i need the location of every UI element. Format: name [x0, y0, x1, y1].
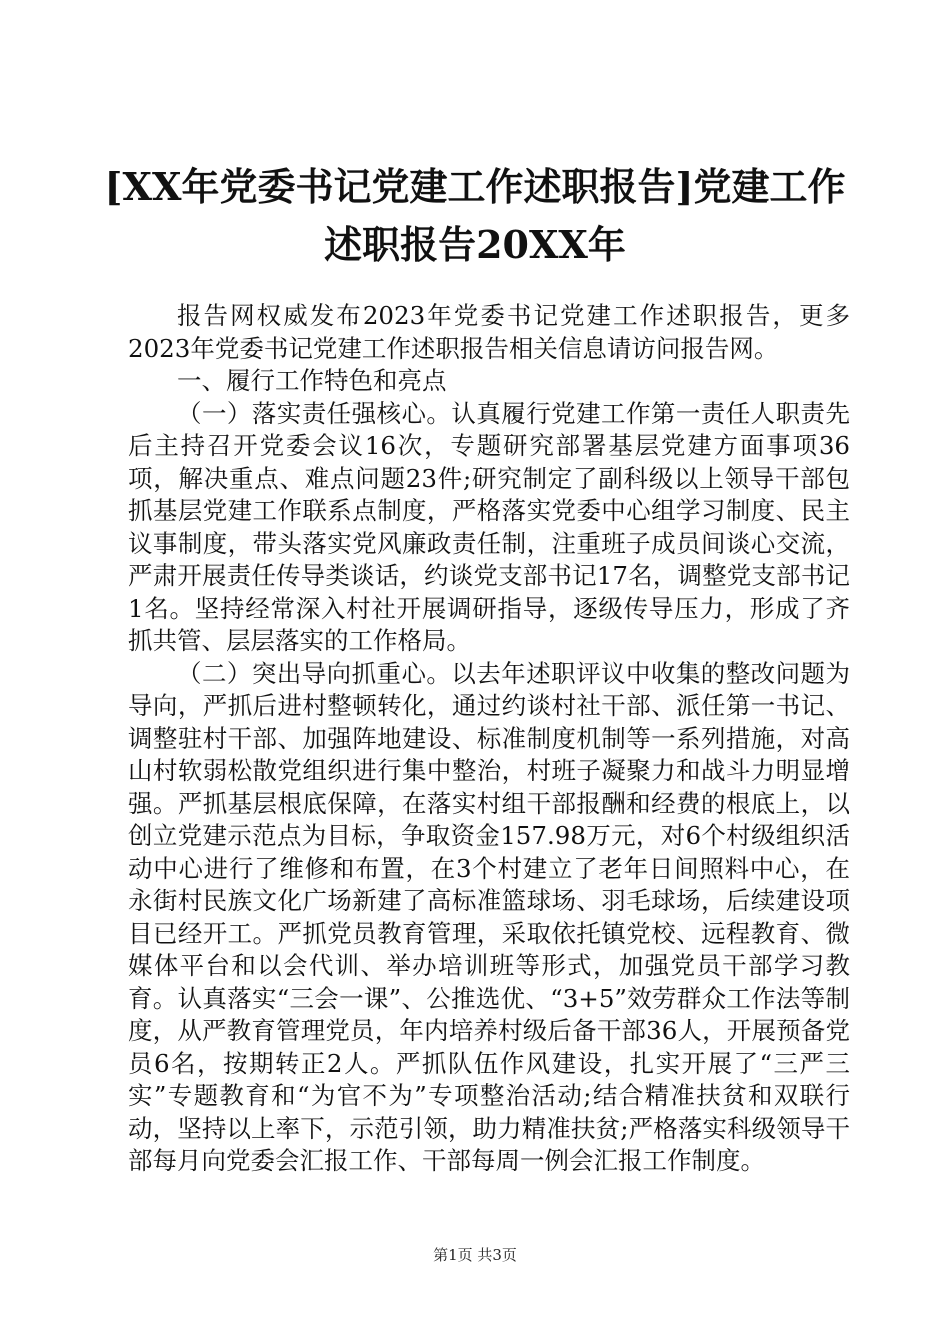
body-paragraph: （一）落实责任强核心。认真履行党建工作第一责任人职责先后主持召开党委会议16次，专题研究部署基层党建方面事项36项，解决重点、难点问题23件;研究制定了副科级以上领导干部包抓基层党建工作联系点制度，严格落实党委中心组学习制度、民主议事制度，带头落实党风廉政责任制，注重班子成员间谈心交流，严肃开展责任传导类谈话，约谈党支部书记17名，调整党支部书记1名。坚持经常深入村社开展调研指导，逐级传导压力，形成了齐抓共管、层层落实的工作格局。 — [128, 398, 850, 655]
section-heading: 一、履行工作特色和亮点 — [177, 366, 447, 395]
document-body — [128, 300, 850, 1178]
page-footer: 第1页 共3页 — [433, 1246, 517, 1264]
title-line-2: 述职报告20XX年 — [324, 222, 626, 267]
intro-paragraph: 报告网权威发布2023年党委书记党建工作述职报告，更多2023年党委书记党建工作述职报告相关信息请访问报告网。 — [128, 301, 850, 363]
document-title — [40, 158, 910, 274]
body-paragraph: （二）突出导向抓重心。以去年述职评议中收集的整改问题为导向，严抓后进村整顿转化，通过约谈村社干部、派任第一书记、调整驻村干部、加强阵地建设、标准制度机制等一系列措施，对高山村软弱松散党组织进行集中整治，村班子凝聚力和战斗力明显增强。严抓基层根底保障，在落实村组干部报酬和经费的根底上，以创立党建示范点为目标，争取资金157.98万元，对6个村级组织活动中心进行了维修和布置，在3个村建立了老年日间照料中心，在永街村民族文化广场新建了高标准篮球场、羽毛球场，后续建设项目已经开工。严抓党员教育管理，采取依托镇党校、远程教育、微媒体平台和以会代训、举办培训班等形式，加强党员干部学习教育。认真落实“三会一课”、公推选优、“3+5”效劳群众工作法等制度，从严教育管理党员，年内培养村级后备干部36人，开展预备党员6名，按期转正2人。严抓队伍作风建设，扎实开展了“三严三实”专题教育和“为官不为”专项整治活动;结合精准扶贫和双联行动，坚持以上率下，示范引领，助力精准扶贫;严格落实科级领导干部每月向党委会汇报工作、干部每周一例会汇报工作制度。 — [128, 658, 850, 1175]
title-line-1: [XX年党委书记党建工作述职报告]党建工作 — [104, 164, 846, 209]
